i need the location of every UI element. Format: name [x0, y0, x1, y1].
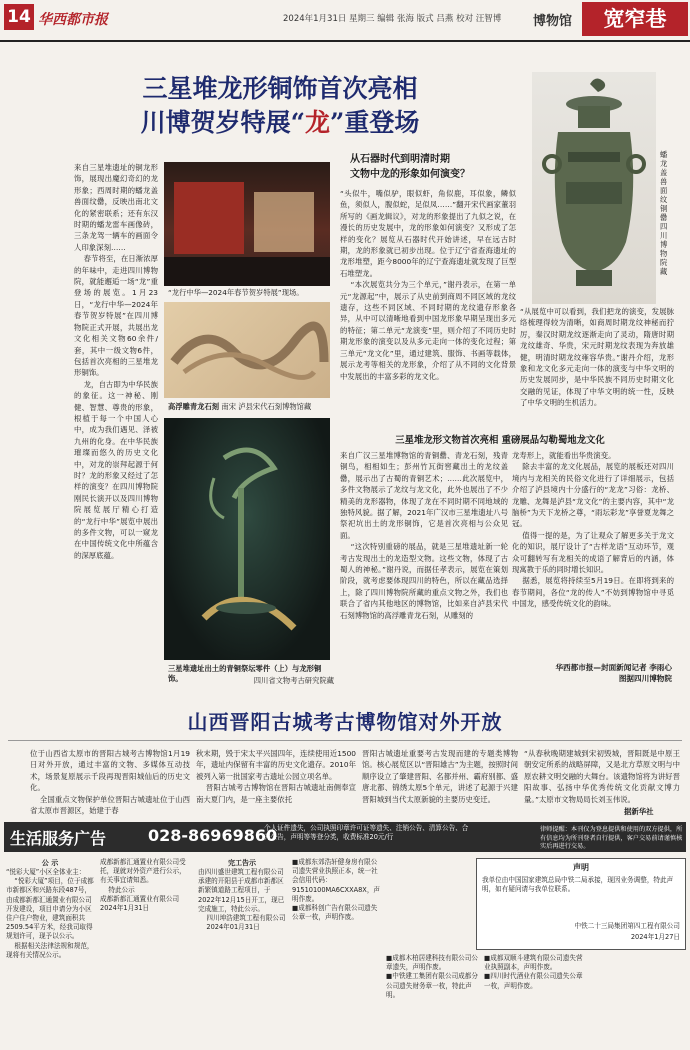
bronze-dragon-credit: 四川省文物考古研究院藏 [253, 676, 334, 685]
exhibition-photo-caption: “龙行中华—2024年春节贺岁特展”现场。 [168, 288, 304, 297]
stone-dragon-image [164, 302, 330, 398]
ad-col3: 由四川盛世建筑工程有限公司承建的开阳县于成都市新都区新繁镇道路工程项目，于2022年12月15日开工，现已完成施工，特此公示。 四川坤浩建筑工程有限公司 2024年01月31日 [198, 868, 286, 932]
ad-phone-number: 028-86969860 [148, 826, 278, 845]
vessel-caption: 蟠龙盖兽面纹铜罍 四川博物院藏 [660, 150, 668, 276]
ad-col1-heading: 公 示 [41, 859, 59, 867]
divider [8, 740, 682, 741]
section2-byline [512, 662, 672, 684]
section3-headline: 山西晋阳古城考古博物馆对外开放 [187, 710, 503, 734]
ad-info [264, 824, 534, 842]
ad-legal-note: 律师提醒：本刊仅为登息提供和使用的双方提供，所有信息均为所刊登者自行提供，客户交易前请谨慎核实后再进行交易。 [540, 826, 683, 850]
headline-line1: 三星堆龙形铜饰首次亮相 [142, 74, 418, 103]
ad-col4: ■成都东郊浩轩健身房有限公司遗失营业执照正本，统一社会信用代码：91510100MA6CXXA8X，声明作废。 ■成都科创广告有限公司遗失公章一枚，声明作废。 [292, 858, 380, 922]
section2-text-col-b: 龙寿形上，就能看出华贵演变。 除去丰富的龙文化展品，展览的展板还对四川境内与龙相关的民俗文化进行了详细展示，包括介绍了泸县境内十分盛行的“龙龙”习俗：龙桥、龙雕、龙舞是泸县“龙文化”的主要内容，其中“龙脑桥”为天下龙桥之尊，“雨坛彩龙”享誉夏龙舞之冠。 值得一提的是，为了让观众了解更多关于龙文化的知识，展厅设计了“古样龙语”互动环节，观众可翻转写有龙相关的成语了解背后的内涵，体现寓教于乐的同时增长知识。 据悉，展览将持续至5月19日。在即将到来的春节期间，各位“龙的传人”不妨到博物馆中寻觅中国龙，感受传统文化的韵味。 [512, 451, 674, 609]
section2-title: 三星堆龙形文物首次亮相 重磅展品勾勒蜀地龙文化 [395, 435, 605, 446]
headline-line2 [80, 106, 480, 140]
section3-text-col-a: 位于山西省太原市的晋阳古城考古博物馆1月19日对外开放，通过丰富的文物、多媒体互动技术，场景复原展示千段再现晋阳城仙后的历史文化。 全国重点文物保护单位晋阳古城遗址位于山西省太原市晋源区，始建于春 [30, 749, 190, 816]
ad-info-line2: 并公告，声明等等登分类，收费标准20元/行 [264, 833, 394, 841]
stone-dragon-caption [168, 402, 334, 412]
newspaper-name: 华西都市报 [38, 12, 108, 28]
exhibition-hall-image [164, 162, 330, 286]
section1-text-col-a: “头似牛，嘴似驴，眼似虾，角似鹿，耳似象，鳞似鱼，须似人，腹似蛇，足似凤……”翻开宋代画家董羽所写的《画龙辑议》，对龙的形象提出了九似之说，在漫长的历史发展中，龙的形象如何演变？又形成了怎样的变化？展览从石器时代开始讲述，早在远古时期，龙的形象就已初步出现。位于辽宁省查海遗址的龙形堆塑，距今8000年的辽宁查海遗址就发现了巨型石堆塑龙。 “本次展览共分为三个单元，”谢丹表示，在第一单元“龙源起”中，展示了从史前到商周不同区域的龙纹遗存，这些不同区域、不同时期的龙纹遗存形象各异，从中可以清晰地看到中国龙形象早期呈现出多元的特征；第二单元“龙演变”里，则介绍了不同历史时期龙形象的演变以及从多元走向一体的变化过程；第三单元“龙文化”里，通过建筑、服饰、书画等载体，展示龙考等相关的龙形象，介绍了从不同的文化背景中发展出的丰富多彩的龙文化。 [340, 189, 516, 381]
headline-part: ”重登场 [330, 108, 420, 137]
stone-dragon-photo [164, 302, 330, 398]
bronze-vessel-photo [532, 72, 656, 304]
ad-info-line1: 个人证件遗失，公司执照印章许可证等遗失、注销公告、清算公告、合 [264, 824, 469, 832]
page-number: 14 [4, 4, 34, 30]
main-headline [80, 72, 480, 140]
stone-dragon-caption-source: 南宋 泸县宋代石刻博物馆藏 [219, 402, 312, 411]
bronze-dragon-photo [164, 418, 330, 660]
headline-part: 川博贺岁特展“ [140, 108, 305, 137]
stone-dragon-caption-title: 高浮雕青龙石刻 [168, 402, 220, 411]
section1-text-col-b: “从展览中可以看到，我们把龙的演变，发展脉络梳理得较为清晰，如商周时期龙纹神秘而狞厉，秦汉时期龙纹逐渐走向了灵动，隋唐时期龙纹雄奇、华贵，宋元时期龙纹表现为奔放雄健，明清时期龙纹雍容华贵。”谢丹介绍，龙形象和龙文化多元走向一体的演变与中华文明的历史发展同步，是中华民族不同历史时期文化交融的见证，体现了中华文明的统一性，反映了中华文明的生机活力。 [520, 307, 674, 408]
section1-subtitle-line2: 文物中龙的形象如何演变？ [350, 169, 470, 180]
headline-highlight: 龙 [304, 108, 330, 137]
ad-section-title: 生活服务广告 [10, 829, 107, 848]
bronze-dragon-image [164, 418, 330, 660]
issue-meta: 2024年1月31日 星期三 编辑 张海 版式 吕燕 校对 汪智博 [283, 14, 502, 24]
bronze-vessel-image [532, 72, 656, 304]
photo-credit: 图据四川博物院 [618, 674, 672, 683]
ad-col2: 成都新都汇通置业有限公司受托，现就对外资产进行公示，有关事宜请知悉。 特此公示 成都新都汇通置业有限公司 2024年1月31日 [100, 858, 186, 913]
section3-text-col-d: “从春秋晚期建城到宋初毁城，晋阳既是中原王朝安定所系的战略屏障，又是北方草原文明与中原农耕文明交融的大舞台。该遗物馆将为讲好晋阳故事、弘扬中华优秀传统文化贡献文博力量。”太原市文物局局长刘玉伟说。 [524, 749, 680, 804]
ad-col3-heading: 完工告示 [228, 859, 256, 867]
reporter-byline: 华西都市报—封面新闻记者 李雨心 [555, 663, 672, 672]
notice-date: 2024年1月27日 [630, 933, 680, 941]
section1-subtitle [350, 152, 520, 182]
section1-subtitle-line1: 从石器时代到明清时期 [350, 154, 450, 165]
column-name: 宽窄巷 [582, 2, 688, 36]
section2-text-col-a: 来自广汉三星堆博物馆的青铜罍、青龙石刻，残青铜鸟，相相如生；彭州竹瓦街窖藏出土的龙纹盖罍，展示出了古蜀的青铜艺术；……此次展览中，多件文物展示了龙纹与龙文化，此外也展出了不少精美的龙形器物，体现了龙在不同时期不同地域的独特风貌。据了解，2021年广汉市三星堆遗址八号祭祀坑出土的龙形铜饰，它是首次亮相与公众见面。 “这次特别重磅的展品，就是三星堆遗址新一轮考古发现出土的龙造型文物。这些文物，体现了古蜀人的神秘。”谢丹说，而据任孝表示，展览在策划阶段，就考虑要体现四川的特色，所以在藏品选择上，除了四川博物院所藏的重点文物之外，我们也联合了省内其他地区的博物馆，比如来自泸县宋代石刻博物馆的高浮雕青龙石刻，从雕刻的 [340, 451, 508, 620]
section3-text-col-b: 秋末期，毁于宋太平兴国四年，连续使用近1500年，遗址内保留有丰富的历史文化遗存。2010年被列入第一批国家考古遗址公园立项名单。 晋阳古城考古博物馆在晋阳古城遗址南侧奉宣南大夏门内，是一座主要依托 [196, 749, 356, 804]
notice-heading: 声明 [573, 863, 589, 872]
section3-credit: 据新华社 [624, 807, 654, 816]
notice-body: 我单位由中国国家建筑总局中铁二局承接，现因业务调整，特此声明，如有疑问请与我单位联系。 [482, 876, 674, 894]
lead-article-text: 来自三星堆遗址的铜龙形饰，展现出魔幻奇幻的龙形象；西周时期的蟠龙盖兽面纹罍，反映出南北文化的紧密联系；还有东汉时期的蟠龙雷车画像砖，三条龙驾一辆车的画面令人印象深刻…… 春节将至，在日渐浓厚的年味中，走进四川博物院，就能邂逅一场“龙”重登场的展览。1月23日，“龙行中华—2024年春节贺岁特展”在四川博物院正式开展，共展出龙文化相关文物60余件/套，其中一级文物6件，包括首次亮相的三星堆龙形铜饰。 龙，自古即为中华民族的象征。这一神秘、刚健、智慧、尊贵的形象，根植于每一个中国人心中，成为我们遇见、泽被九州的化身。在中华民族璀璨而悠久的历史文化中，对龙的崇拜起源于何时？龙的形象又经过了怎样的演变？在四川博物院刚民长演开以及四川博物院展览展厅精心打造的“龙行中华”展览中展出的多件文物，可以一窥龙在中国传统文化中所蕴含的深厚底蕴。 [74, 163, 158, 560]
ad-col5: ■成都木柏居建科技有限公司公章遗失，声明作废。 ■中铁建工集团有限公司成都分公司遗失财务章一枚，特此声明。 [386, 954, 478, 999]
notice-signature: 中铁二十三局集团第四工程有限公司 [574, 922, 680, 930]
ad-col6: ■成都双顺斗建筑有限公司遗失营业执照副本，声明作废。 ■四川时代酒业有限公司遗失公章一枚，声明作废。 [484, 954, 583, 990]
bronze-dragon-caption-title: 三星堆遗址出土的青铜祭坛零件（上）与龙形铜饰。 [168, 664, 322, 683]
section-label: 博物馆 [533, 14, 573, 29]
section3-text-col-c: 晋阳古城遗址重要考古发现而建的专题类博物馆。核心展览区以“晋阳雄古”为主题，按照时间顺序设立了肇建晋阳、名都并州、霸府别都、盛唐北都、锦绣太原5个单元，讲述了起源于兴建晋阳城到当代太原新貌的主要历史变迁。 [362, 749, 518, 804]
exhibition-hall-photo [164, 162, 330, 286]
ad-col1: “悦彩大厦”小区全体业主： “悦彩大厦”项目，位于成都市新都区和兴路东段487号，由成都新都汇通置业有限公司开发建设，项目申请分为小区住户住户物业，建筑面积共2509.54平方米，经我司取得规划许可，现予以公示。 根据相关法律法规和规范，现将有关情况公示。 [6, 868, 94, 959]
